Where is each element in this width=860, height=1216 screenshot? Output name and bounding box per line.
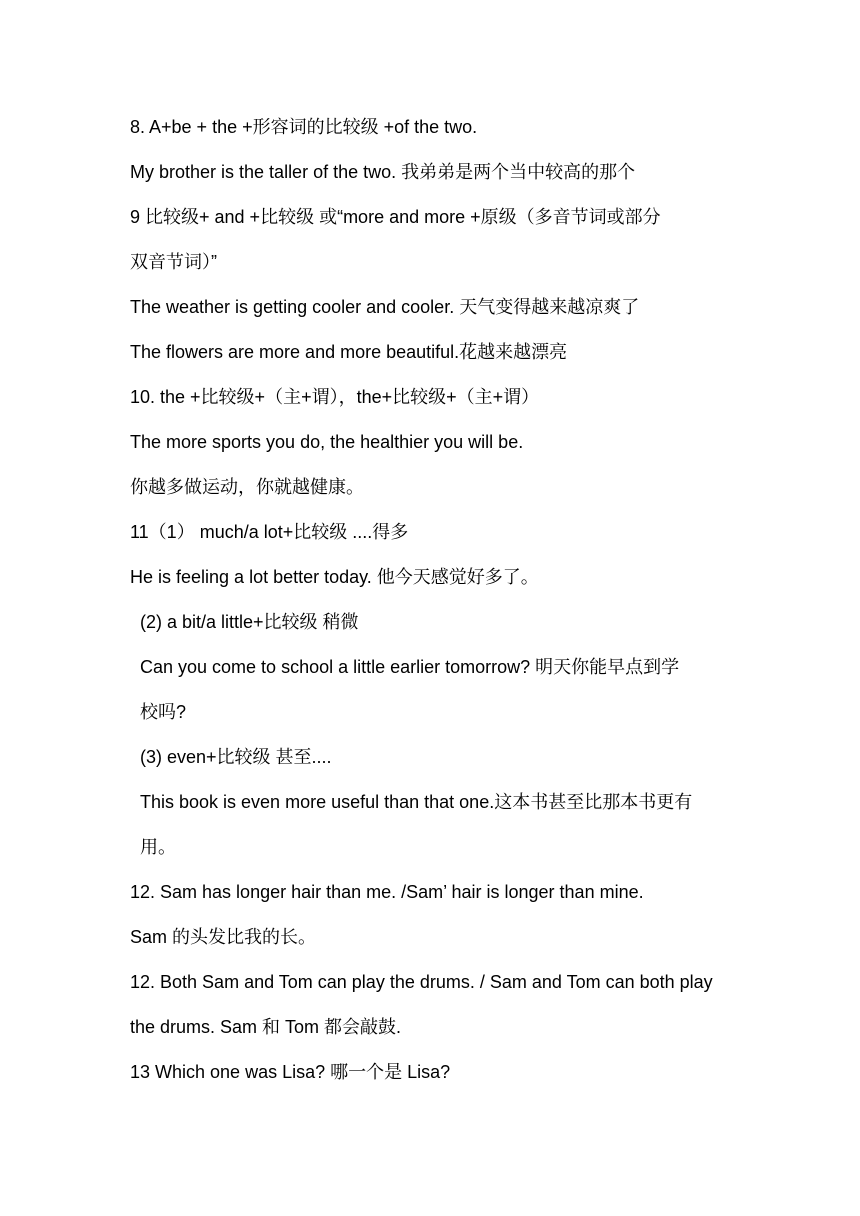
- rule-11-example-2: Can you come to school a little earlier tomorrow? 明天你能早点到学: [140, 657, 680, 677]
- rule-10-heading: 10. the +比较级+（主+谓），the+比较级+（主+谓）: [130, 387, 540, 407]
- rule-9-example-2: The flowers are more and more beautiful.花越来越漂亮: [130, 342, 568, 362]
- rule-9-heading-continued: 双音节词）”: [130, 252, 217, 272]
- rule-8-example: My brother is the taller of the two. 我弟弟是两个当中较高的那个: [130, 162, 636, 182]
- rule-10-translation: 你越多做运动，你就越健康。: [130, 477, 364, 497]
- rule-11-example-2-continued: 校吗?: [140, 702, 187, 722]
- rule-11-subheading-3: (3) even+比较级 甚至....: [140, 747, 332, 767]
- rule-9-heading: 9 比较级+ and +比较级 或“more and more +原级（多音节词或部分: [130, 207, 661, 227]
- rule-9-example-1: The weather is getting cooler and cooler. 天气变得越来越凉爽了: [130, 297, 640, 317]
- rule-11-example-3-continued: 用。: [140, 837, 176, 857]
- rule-13-example: 13 Which one was Lisa? 哪一个是 Lisa?: [130, 1062, 451, 1082]
- rule-11-subheading-2: (2) a bit/a little+比较级 稍微: [140, 612, 359, 632]
- rule-12b-example: 12. Both Sam and Tom can play the drums. / Sam and Tom can both play: [130, 972, 713, 992]
- rule-12a-translation: Sam 的头发比我的长。: [130, 927, 317, 947]
- rule-11-example-3: This book is even more useful than that one.这本书甚至比那本书更有: [140, 792, 693, 812]
- rule-11-heading: 11（1） much/a lot+比较级 ....得多: [130, 522, 409, 542]
- rule-8-heading: 8. A+be + the +形容词的比较级 +of the two.: [130, 117, 478, 137]
- rule-12a-example: 12. Sam has longer hair than me. /Sam’ hair is longer than mine.: [130, 882, 644, 902]
- rule-12b-example-continued: the drums. Sam 和 Tom 都会敲鼓.: [130, 1017, 402, 1037]
- rule-10-example: The more sports you do, the healthier you will be.: [130, 432, 524, 452]
- rule-11-example-1: He is feeling a lot better today. 他今天感觉好多了。: [130, 567, 539, 587]
